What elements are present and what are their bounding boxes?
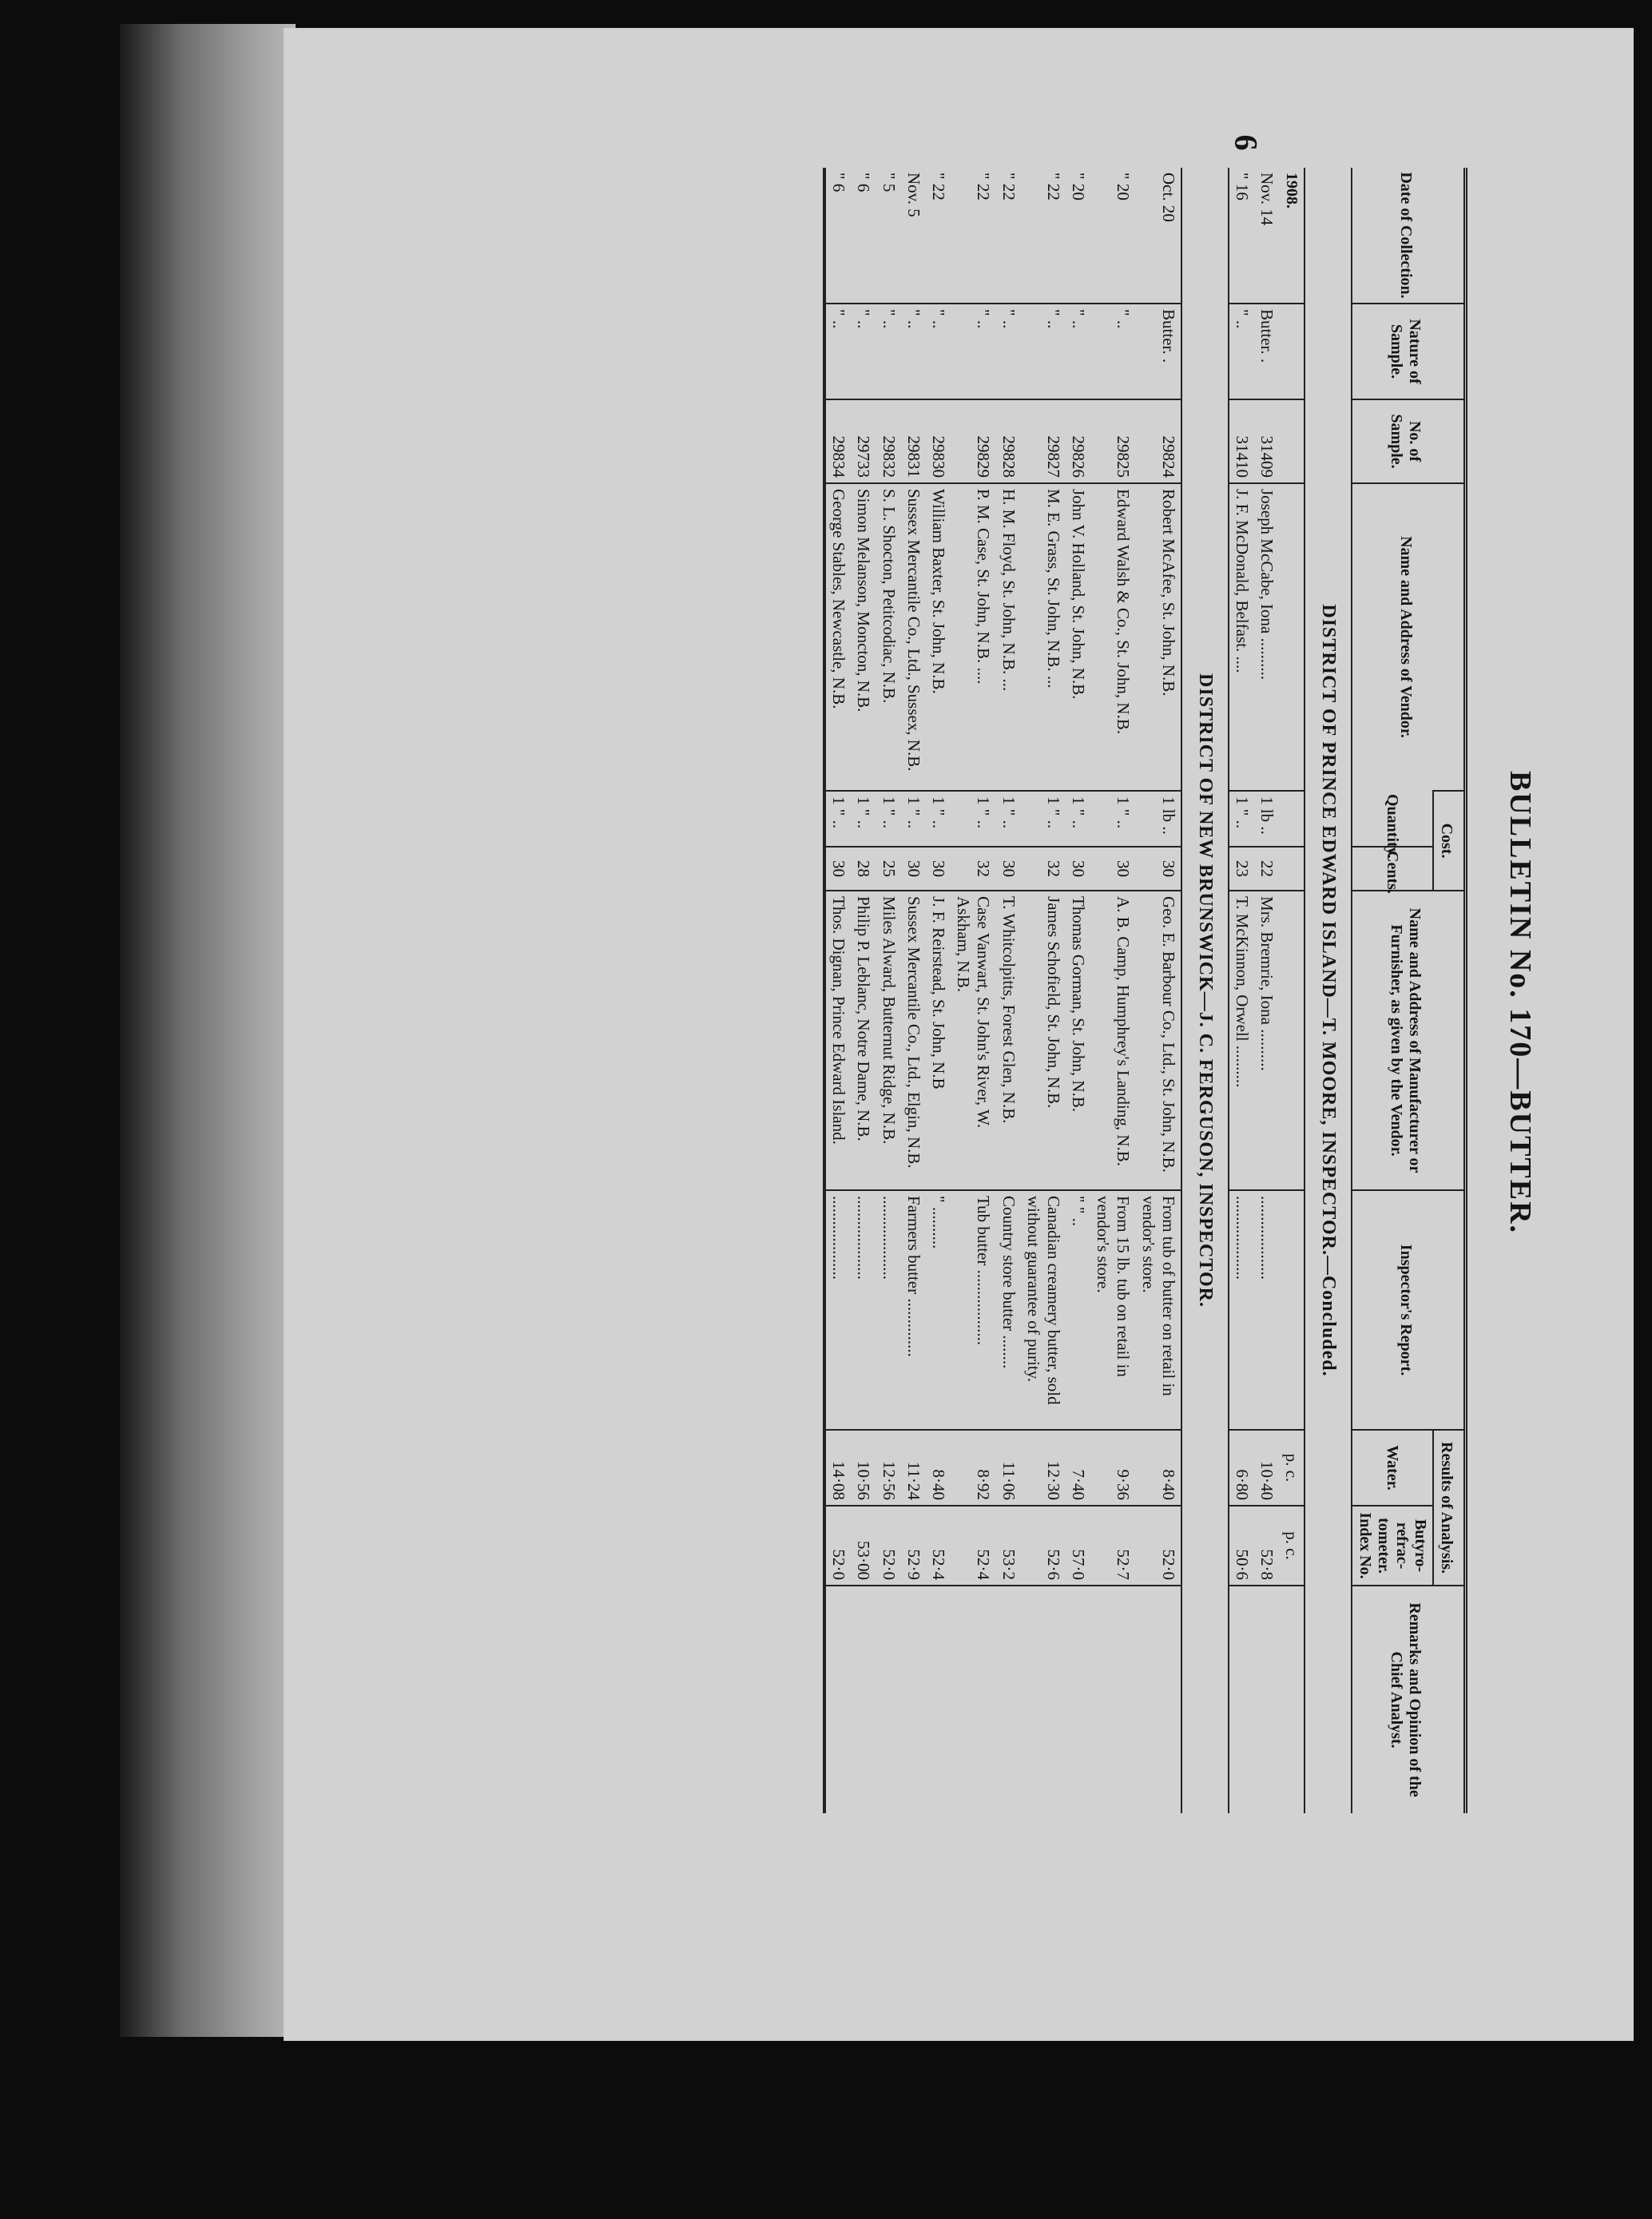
cell-nature: " .. (951, 304, 995, 399)
butter-table (823, 168, 1467, 1813)
cell-vendor: Simon Melanson, Moncton, N.B. (851, 483, 876, 791)
cell-date: " 22 (928, 173, 948, 200)
cell-no: 29832 (876, 399, 900, 483)
cell-report: .................... (876, 1190, 900, 1430)
cell-qty: 1 " .. (1066, 791, 1090, 847)
header-results: Results of Analysis. (1433, 1430, 1466, 1586)
cell-report: " " .. (1066, 1190, 1090, 1430)
cell-water: 8·92 (951, 1430, 995, 1506)
table-row (926, 168, 951, 1813)
cell-vendor: George Stables, Newcastle, N.B. (824, 483, 851, 791)
cell-vendor: John V. Holland, St. John, N.B. (1066, 483, 1090, 791)
cell-date: " 6 (824, 168, 851, 304)
district-heading-nb: DISTRICT OF NEW BRUNSWICK—J. C. FERGUSON, INSPECTOR. (1181, 168, 1229, 1813)
cell-water: 8·40 (926, 1430, 951, 1506)
cell-report: " .......... (926, 1190, 951, 1430)
cell-no: 29830 (926, 399, 951, 483)
cell-mfr: Thos. Dignan, Prince Edward Island. (824, 891, 851, 1190)
cell-report: .................... (851, 1190, 876, 1430)
cell-mfr: A. B. Camp, Humphrey's Landing, N.B. (1090, 891, 1135, 1190)
cell-mfr: J. F. Reirstead, St. John, N.B (926, 891, 951, 1190)
table-row (1090, 168, 1135, 1813)
cell-nature: " .. (1090, 304, 1135, 399)
cell-report: Country store butter ........ (995, 1190, 1020, 1430)
cell-cents: 23 (1229, 847, 1254, 891)
cell-cents: 32 (1021, 847, 1066, 891)
cell-no: 29829 (951, 399, 995, 483)
cell-report: .................... (1229, 1190, 1254, 1430)
cell-butyro: 52·8 (1254, 1506, 1279, 1586)
cell-remarks (995, 1586, 1020, 1813)
cell-qty: 1 " .. (851, 791, 876, 847)
cell-qty: 1 lb .. (1135, 791, 1181, 847)
table-row (1135, 168, 1181, 1813)
cell-water: 10·56 (851, 1430, 876, 1506)
header-report: Inspector's Report. (1352, 1190, 1466, 1430)
cell-qty: 1 " .. (926, 791, 951, 847)
cell-nature: Butter. . (1254, 304, 1279, 399)
cell-vendor: J. F. McDonald, Belfast. .... (1229, 483, 1254, 791)
cell-remarks (901, 1586, 926, 1813)
cell-no: 31409 (1254, 399, 1279, 483)
cell-date: " 6 (854, 173, 874, 193)
table-row (851, 168, 876, 1813)
cell-no: 31410 (1229, 399, 1254, 483)
year-label: 1908. (1283, 173, 1301, 208)
cell-report: Tub butter .................. (951, 1190, 995, 1430)
cell-remarks (1229, 1586, 1254, 1813)
cell-date: " 22 (1043, 173, 1063, 200)
cell-qty: 1 " .. (876, 791, 900, 847)
cell-nature: " .. (1021, 304, 1066, 399)
cell-no: 29826 (1066, 399, 1090, 483)
cell-cents: 28 (851, 847, 876, 891)
cell-cents: 30 (901, 847, 926, 891)
cell-butyro: 52·0 (876, 1506, 900, 1586)
cell-butyro: 53·2 (995, 1506, 1020, 1586)
cell-nature: " .. (1229, 304, 1254, 399)
cell-date: " 22 (974, 173, 994, 200)
cell-mfr: T. McKinnon, Orwell .......... (1229, 891, 1254, 1190)
cell-nature: Butter. . (1135, 304, 1181, 399)
cell-water: 9·36 (1090, 1430, 1135, 1506)
cell-nature: " .. (926, 304, 951, 399)
bulletin-title: BULLETIN No. 170—BUTTER. (1503, 770, 1537, 1235)
header-remarks: Remarks and Opinion of the Chief Analyst. (1352, 1586, 1466, 1813)
cell-vendor: S. L. Shocton, Petitcodiac, N.B. (876, 483, 900, 791)
cell-butyro: 52·4 (951, 1506, 995, 1586)
cell-remarks (1066, 1586, 1090, 1813)
page-number: 6 (1228, 134, 1265, 151)
header-sample-no: No. of Sample. (1352, 399, 1466, 483)
cell-mfr: T. Whitcolpitts, Forest Glen, N.B. (995, 891, 1020, 1190)
cell-cents: 25 (876, 847, 900, 891)
cell-vendor: William Baxter, St. John, N.B. (926, 483, 951, 791)
cell-cents: 30 (926, 847, 951, 891)
cell-remarks (1254, 1586, 1279, 1813)
header-vendor: Name and Address of Vendor. (1352, 483, 1466, 791)
cell-remarks (824, 1586, 851, 1813)
cell-report: From tub of butter on retail in vendor's store. (1135, 1190, 1181, 1430)
cell-report: .................... (1254, 1190, 1279, 1430)
cell-mfr: Sussex Mercantile Co., Ltd., Elgin, N.B. (901, 891, 926, 1190)
cell-qty: 1 lb .. (1254, 791, 1279, 847)
cell-mfr: Miles Alward, Butternut Ridge, N.B. (876, 891, 900, 1190)
cell-butyro: 57·0 (1066, 1506, 1090, 1586)
cell-date: Oct. 20 (1158, 173, 1178, 222)
cell-report: Canadian creamery butter, sold without guarantee of purity. (1021, 1190, 1066, 1430)
cell-butyro: 53·00 (851, 1506, 876, 1586)
table-row (876, 168, 900, 1813)
cell-remarks (1135, 1586, 1181, 1813)
cell-qty: 1 " .. (824, 791, 851, 847)
unit-water: p. c. (1279, 1430, 1305, 1506)
cell-vendor: M. E. Grass, St. John, N.B. ... (1021, 483, 1066, 791)
cell-vendor: H. M. Floyd, St. John, N.B. ... (995, 483, 1020, 791)
cell-nature: " .. (876, 304, 900, 399)
cell-no: 29824 (1135, 399, 1181, 483)
header-cents: Cents. (1352, 847, 1433, 891)
cell-remarks (1021, 1586, 1066, 1813)
cell-qty: 1 " .. (1021, 791, 1066, 847)
cell-report: Farmers butter .............. (901, 1190, 926, 1430)
cell-nature: " .. (995, 304, 1020, 399)
table-row (901, 168, 926, 1813)
district-heading-pei: DISTRICT OF PRINCE EDWARD ISLAND—T. MOORE, INSPECTOR.—Concluded. (1305, 168, 1352, 1813)
cell-qty: 1 " .. (951, 791, 995, 847)
cell-remarks (851, 1586, 876, 1813)
cell-water: 14·08 (824, 1430, 851, 1506)
cell-date: " 22 (999, 173, 1019, 200)
cell-water: 7·40 (1066, 1430, 1090, 1506)
cell-butyro: 52·0 (1135, 1506, 1181, 1586)
cell-report: .................... (824, 1190, 851, 1430)
cell-cents: 30 (1090, 847, 1135, 891)
cell-date: Nov. 14 (1257, 173, 1277, 226)
header-quantity: Quantity. (1352, 791, 1433, 847)
table-row (1229, 168, 1254, 1813)
cell-vendor: Joseph McCabe, Iona .......... (1254, 483, 1279, 791)
cell-no: 29834 (824, 399, 851, 483)
cell-mfr: Philip P. Leblanc, Notre Dame, N.B. (851, 891, 876, 1190)
header-butyro: Butyro-refrac-tometer. Index No. (1352, 1506, 1433, 1586)
cell-remarks (951, 1586, 995, 1813)
table-row (995, 168, 1020, 1813)
table-row (1066, 168, 1090, 1813)
cell-cents: 22 (1254, 847, 1279, 891)
cell-qty: 1 " .. (1229, 791, 1254, 847)
page-edge (120, 24, 296, 2037)
cell-mfr: Thomas Gorman, St. John, N.B. (1066, 891, 1090, 1190)
cell-mfr: Mrs. Bremrie, Iona .......... (1254, 891, 1279, 1190)
cell-nature: " .. (901, 304, 926, 399)
cell-cents: 30 (995, 847, 1020, 891)
cell-butyro: 52·0 (824, 1506, 851, 1586)
cell-cents: 30 (824, 847, 851, 891)
table-row (824, 168, 851, 1813)
cell-mfr: Geo. E. Barbour Co., Ltd., St. John, N.B. (1135, 891, 1181, 1190)
table-row (1254, 168, 1279, 1813)
cell-qty: 1 " .. (901, 791, 926, 847)
header-water: Water. (1352, 1430, 1433, 1506)
cell-butyro: 52·4 (926, 1506, 951, 1586)
table-row (1021, 168, 1066, 1813)
cell-water: 8·40 (1135, 1430, 1181, 1506)
cell-water: 11·06 (995, 1430, 1020, 1506)
cell-report: From 15 lb. tub on retail in vendor's store. (1090, 1190, 1135, 1430)
cell-butyro: 52·7 (1090, 1506, 1135, 1586)
cell-vendor: Robert McAfee, St. John, N.B. (1135, 483, 1181, 791)
cell-remarks (876, 1586, 900, 1813)
cell-nature: " .. (1066, 304, 1090, 399)
cell-vendor: P. M. Case, St. John, N.B. .... (951, 483, 995, 791)
cell-vendor: Sussex Mercantile Co., Ltd., Sussex, N.B. (901, 483, 926, 791)
cell-no: 29825 (1090, 399, 1135, 483)
cell-butyro: 52·6 (1021, 1506, 1066, 1586)
cell-nature: " .. (824, 304, 851, 399)
cell-water: 12·30 (1021, 1430, 1066, 1506)
header-manufacturer: Name and Address of Manufacturer or Furnisher, as given by the Vendor. (1352, 891, 1466, 1190)
cell-qty: 1 " .. (995, 791, 1020, 847)
cell-no: 29831 (901, 399, 926, 483)
cell-date: " 20 (1114, 173, 1134, 200)
cell-mfr: Case Vanwart, St. John's River, W. Askham, N.B. (951, 891, 995, 1190)
cell-water: 6·80 (1229, 1430, 1254, 1506)
cell-butyro: 50·6 (1229, 1506, 1254, 1586)
scanned-page (284, 28, 1634, 2041)
header-cost: Cost. (1433, 791, 1466, 891)
cell-water: 10·40 (1254, 1430, 1279, 1506)
header-date: Date of Collection. (1352, 168, 1466, 304)
cell-cents: 32 (951, 847, 995, 891)
cell-date: " 16 (1232, 173, 1252, 200)
cell-water: 11·24 (901, 1430, 926, 1506)
cell-remarks (1090, 1586, 1135, 1813)
cell-remarks (926, 1586, 951, 1813)
cell-nature: " .. (851, 304, 876, 399)
header-nature: Nature of Sample. (1352, 304, 1466, 399)
cell-date: " 5 (879, 173, 899, 193)
cell-no: 29828 (995, 399, 1020, 483)
cell-cents: 30 (1066, 847, 1090, 891)
table-row (951, 168, 995, 1813)
cell-no: 29733 (851, 399, 876, 483)
cell-vendor: Edward Walsh & Co., St. John, N.B. (1090, 483, 1135, 791)
rotated-content (499, 168, 1538, 1837)
cell-date: Nov. 5 (903, 173, 923, 217)
cell-cents: 30 (1135, 847, 1181, 891)
cell-no: 29827 (1021, 399, 1066, 483)
cell-qty: 1 " .. (1090, 791, 1135, 847)
cell-date: " 20 (1069, 173, 1089, 200)
cell-mfr: James Schofield, St. John, N.B. (1021, 891, 1066, 1190)
cell-water: 12·56 (876, 1430, 900, 1506)
cell-butyro: 52·9 (901, 1506, 926, 1586)
unit-butyro: p. c. (1279, 1506, 1305, 1586)
